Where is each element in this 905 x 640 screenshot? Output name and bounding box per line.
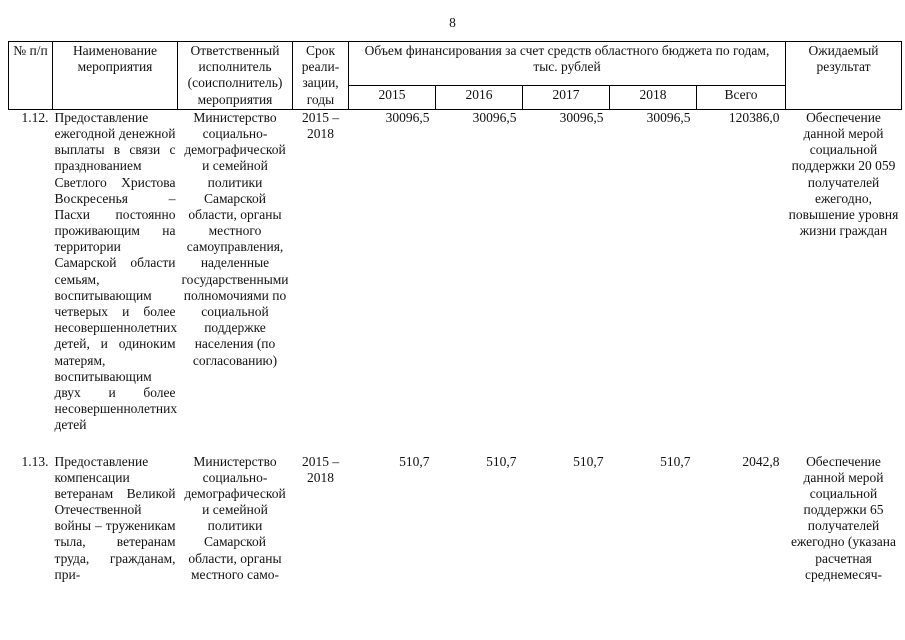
value-2018: 30096,5 xyxy=(646,109,691,125)
value-2017: 510,7 xyxy=(573,453,604,469)
value-2015: 30096,5 xyxy=(385,109,430,125)
row-spacer xyxy=(9,434,902,454)
row-number: 1.13. xyxy=(21,453,49,469)
value-2016: 30096,5 xyxy=(472,109,517,125)
header-year-2017: 2017 xyxy=(523,85,610,109)
expected-result: Обеспечение данной мерой социальной поддержки 20 059 получателей ежегодно, повышение уровня жизни граждан xyxy=(788,109,899,239)
header-total: Всего xyxy=(697,85,786,109)
table-row xyxy=(9,109,902,433)
activity-name: Предоставление ежегодной денежной выплаты в связи с празднованием Светлого Христова Воскресенья – Пасхи постоянно проживающим на территории Самарской области семьям, воспитывающим четверых и более несовершеннолетних детей, и одиноким матерям, воспитывающим двух и более несовершеннолетних детей xyxy=(54,109,178,433)
executor: Министерство социально-демографической и семейной политики Самарской области, органы местного самоуправления, наделенные государственными полномочиями по социальной поддержке населения (по согласованию) xyxy=(181,109,289,368)
value-2017: 30096,5 xyxy=(559,109,604,125)
value-2016: 510,7 xyxy=(486,453,517,469)
row-number: 1.12. xyxy=(21,109,49,125)
header-expected-result: Ожидаемый результат xyxy=(786,42,902,110)
period: 2015 – 2018 xyxy=(301,109,340,141)
program-activities-table xyxy=(8,41,902,583)
activity-name: Предоставление компенсации ветеранам Великой Отечественной войны – труженикам тыла, ветеранам труда, гражданам, при- xyxy=(54,453,176,582)
header-number: № п/п xyxy=(9,42,53,110)
header-year-2016: 2016 xyxy=(436,85,523,109)
header-year-2018: 2018 xyxy=(610,85,697,109)
table-row xyxy=(9,454,902,584)
header-period: Срок реали-зации, годы xyxy=(293,42,349,110)
value-total: 2042,8 xyxy=(742,453,780,469)
header-executor: Ответственный исполнитель (соисполнитель) мероприятия xyxy=(178,42,293,110)
header-activity-name: Наименование мероприятия xyxy=(53,42,178,110)
header-funding: Объем финансирования за счет средств областного бюджета по годам, тыс. рублей xyxy=(349,42,786,86)
value-total: 120386,0 xyxy=(728,109,780,125)
period: 2015 – 2018 xyxy=(301,453,340,485)
expected-result: Обеспечение данной мерой социальной поддержки 65 получателей ежегодно (указана расчетная среднемесяч- xyxy=(790,453,897,582)
executor: Министерство социально-демографической и семейной политики Самарской области, органы местного само- xyxy=(184,453,286,582)
page-number: 8 xyxy=(449,15,456,30)
value-2015: 510,7 xyxy=(399,453,430,469)
value-2018: 510,7 xyxy=(660,453,691,469)
header-year-2015: 2015 xyxy=(349,85,436,109)
